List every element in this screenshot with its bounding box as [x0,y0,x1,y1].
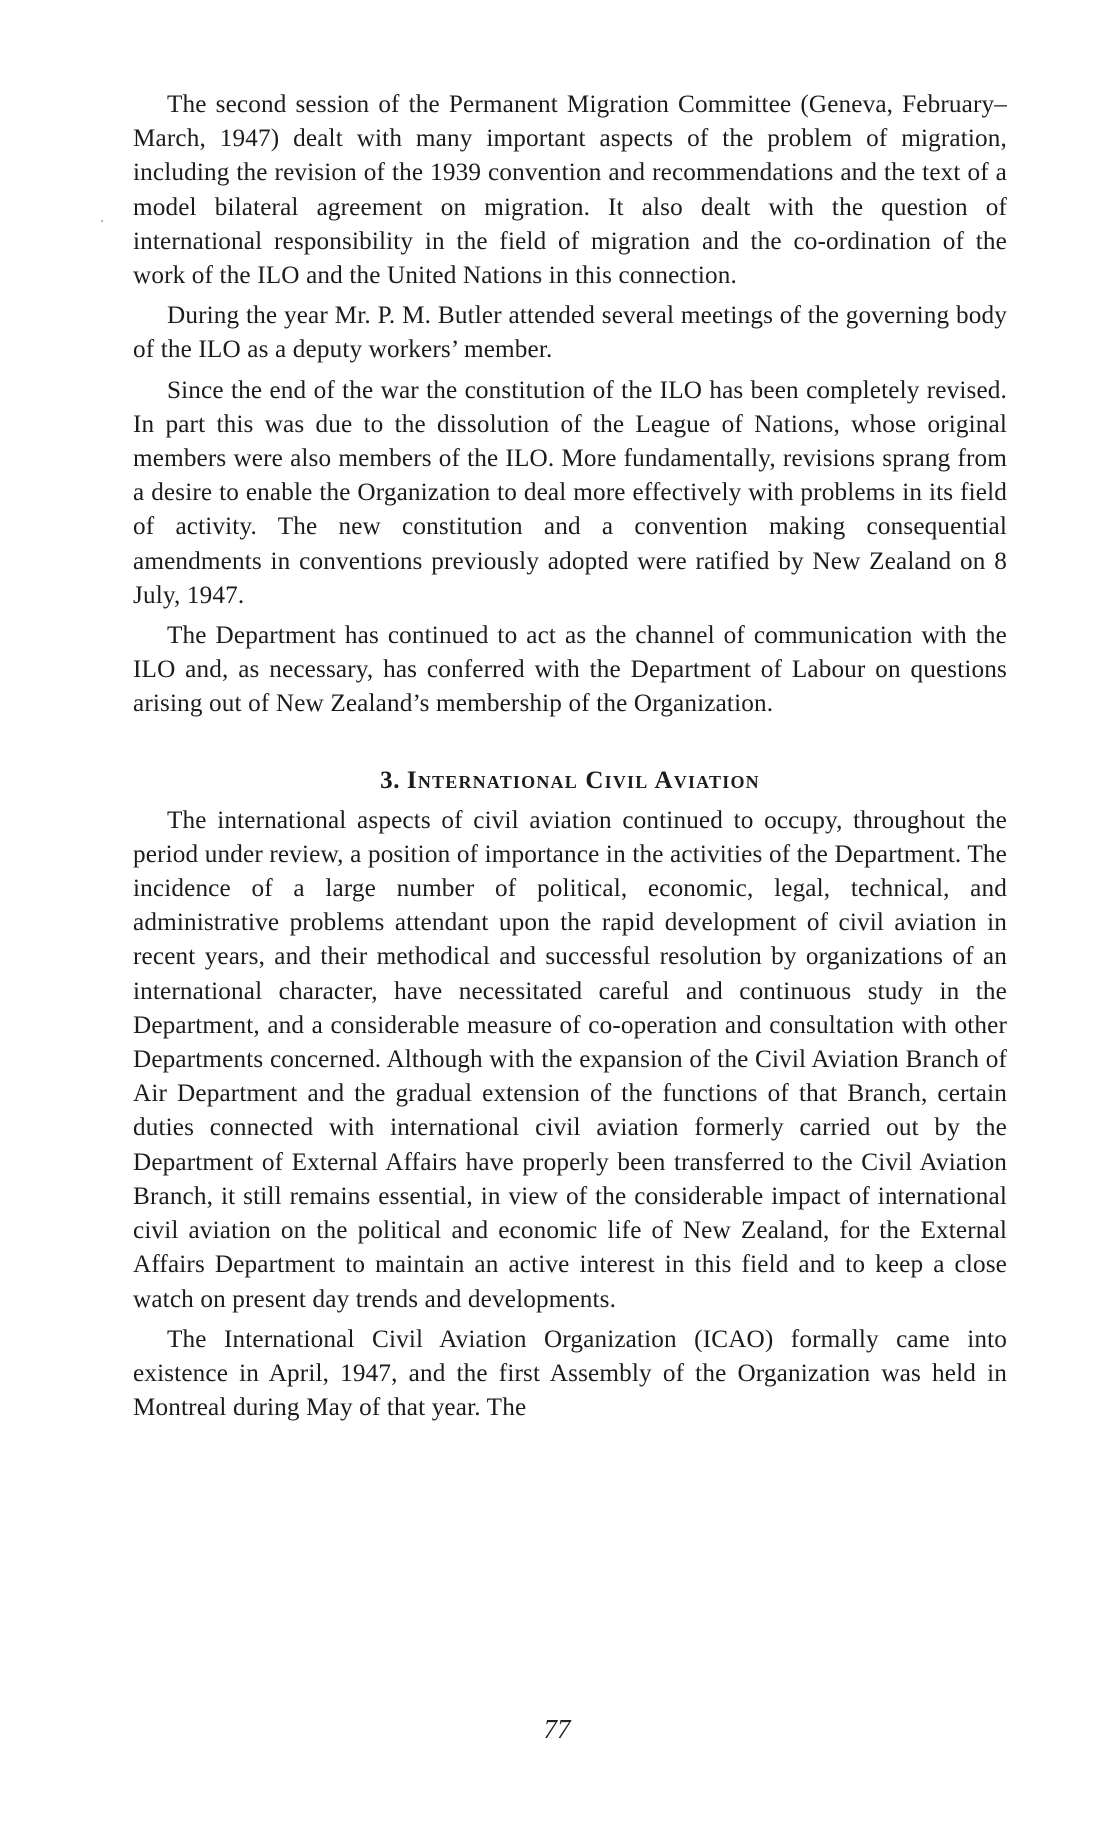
paragraph-butler: During the year Mr. P. M. Butler attended several meetings of the governing body of the ILO as a deputy workers’ member. [133,302,1007,364]
page-body [133,88,1007,1431]
paragraph-civil-aviation: The international aspects of civil aviation continued to occupy, throughout the period under review, a position of importance in the activities of the Department. The incidence of a large number of political, economic, legal, technical, and administrative problems attendant upon the rapid development of civil aviation in recent years, and their methodical and successful resolution by organizations of an international character, have necessitated careful and continuous study in the Department, and a considerable measure of co-operation and consultation with other Departments concerned. Although with the expansion of the Civil Aviation Branch of Air Department and the gradual extension of the functions of that Branch, certain duties connected with international civil aviation formerly carried out by the Department of External Affairs have properly been transferred to the Civil Aviation Branch, it still remains essential, in view of the considerable impact of international civil aviation on the political and economic life of New Zealand, for the External Affairs Department to maintain an active interest in this field and to keep a close watch on present day trends and developments. [133,806,1007,1313]
margin-speck [101,220,103,222]
paragraph-channel: The Department has continued to act as the channel of communication with the ILO and, as necessary, has conferred with the Department of Labour on questions arising out of New Zealand’s membership of the Organization. [133,622,1007,718]
paragraph-constitution: Since the end of the war the constitution of the ILO has been completely revised. In part this was due to the dissolution of the League of Nations, whose original members were also members of the ILO. More fundamentally, revisions sprang from a desire to enable the Organization to deal more effectively with problems in its field of activity. The new constitution and a convention making consequential amendments in conventions previously adopted were ratified by New Zealand on 8 July, 1947. [133,376,1007,609]
page-number: 77 [543,1714,571,1744]
section-number: 3. [380,766,401,794]
paragraph-migration-committee: The second session of the Permanent Migration Committee (Geneva, February–March, 1947) dealt with many important aspects of the problem of migration, including the revision of the 1939 convention and recommendations and the text of a model bilateral agreement on migration. It also dealt with the question of international responsibility in the field of migration and the co-ordination of the work of the ILO and the United Nations in this connection. [133,91,1007,290]
section-title: International Civil Aviation [406,766,760,794]
paragraph-icao: The International Civil Aviation Organization (ICAO) formally came into existence in April, 1947, and the first Assembly of the Organization was held in Montreal during May of that year. The [133,1325,1007,1422]
section-heading [133,764,1007,798]
